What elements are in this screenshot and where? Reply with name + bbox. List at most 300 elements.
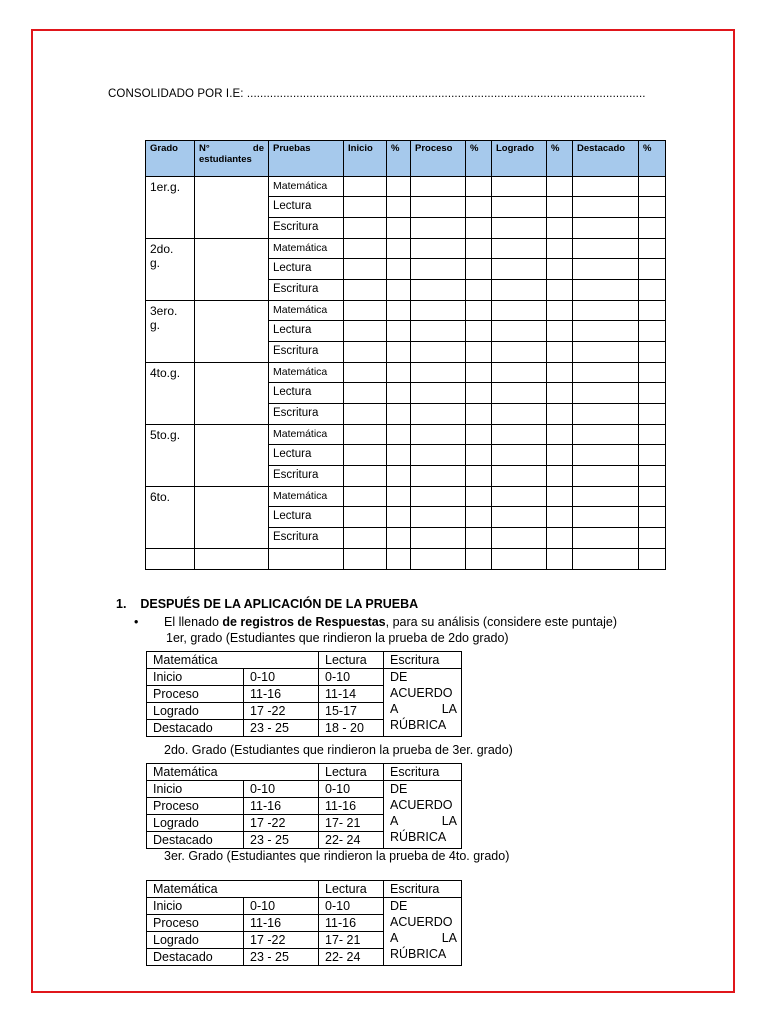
value-cell[interactable] — [466, 404, 492, 425]
value-cell[interactable] — [547, 404, 573, 425]
grade-cell — [146, 363, 195, 425]
value-cell[interactable] — [387, 218, 411, 239]
value-cell[interactable] — [492, 383, 547, 404]
value-cell[interactable] — [573, 528, 639, 549]
value-cell[interactable] — [547, 466, 573, 487]
level-cell: Logrado — [147, 703, 244, 720]
score-row — [147, 669, 462, 686]
blank-row — [146, 549, 666, 570]
value-cell[interactable] — [547, 363, 573, 383]
value-cell[interactable] — [573, 197, 639, 218]
value-cell[interactable] — [387, 528, 411, 549]
header-n: N° — [199, 143, 210, 154]
value-cell[interactable] — [492, 487, 547, 507]
value-cell[interactable] — [492, 466, 547, 487]
math-range-cell: 11-16 — [244, 686, 319, 703]
score-header-escritura: Escritura — [384, 764, 462, 781]
value-cell[interactable] — [573, 218, 639, 239]
value-cell[interactable] — [387, 177, 411, 197]
grade-label: 4to.g. — [150, 366, 181, 380]
value-cell[interactable] — [344, 301, 387, 321]
value-cell[interactable] — [547, 218, 573, 239]
test-name-cell: Matemática — [269, 301, 344, 321]
test-name-cell: Escritura — [269, 342, 344, 363]
score-table-caption: 3er. Grado (Estudiantes que rindieron la prueba de 4to. grado) — [164, 849, 510, 863]
score-header-row — [147, 881, 462, 898]
score-header-escritura: Escritura — [384, 881, 462, 898]
reading-range-cell: 22- 24 — [319, 949, 384, 966]
value-cell[interactable] — [547, 383, 573, 404]
math-range-cell: 11-16 — [244, 798, 319, 815]
test-name-cell: Lectura — [269, 321, 344, 342]
test-name-cell: Lectura — [269, 507, 344, 528]
grade-label: 6to. — [150, 490, 171, 504]
blank-cell[interactable] — [639, 549, 666, 570]
rubric-line: ACUERDO — [390, 798, 453, 812]
rubric-word: A — [390, 702, 399, 716]
value-cell[interactable] — [492, 321, 547, 342]
value-cell[interactable] — [492, 280, 547, 301]
student-count-cell[interactable] — [195, 363, 269, 425]
value-cell[interactable] — [639, 363, 666, 383]
score-header-row — [147, 764, 462, 781]
header-pct-proceso: % — [466, 141, 492, 177]
value-cell[interactable] — [573, 321, 639, 342]
value-cell[interactable] — [411, 528, 466, 549]
value-cell[interactable] — [387, 280, 411, 301]
level-cell: Inicio — [147, 781, 244, 798]
value-cell[interactable] — [573, 177, 639, 197]
level-cell: Inicio — [147, 669, 244, 686]
value-cell[interactable] — [387, 466, 411, 487]
test-name-cell: Lectura — [269, 383, 344, 404]
table-row — [146, 177, 666, 197]
grade-cell — [146, 239, 195, 301]
value-cell[interactable] — [411, 404, 466, 425]
student-count-cell[interactable] — [195, 177, 269, 239]
value-cell[interactable] — [639, 280, 666, 301]
grade-label-cont: g. — [150, 256, 161, 270]
value-cell[interactable] — [344, 218, 387, 239]
rubric-line: RÚBRICA — [390, 718, 447, 732]
rubric-line: DE — [390, 782, 408, 796]
value-cell[interactable] — [344, 383, 387, 404]
student-count-cell[interactable] — [195, 487, 269, 549]
value-cell[interactable] — [492, 507, 547, 528]
reading-range-cell: 22- 24 — [319, 832, 384, 849]
value-cell[interactable] — [344, 466, 387, 487]
value-cell[interactable] — [492, 177, 547, 197]
header-proceso: Proceso — [411, 141, 466, 177]
rubric-word: A — [390, 814, 399, 828]
value-cell[interactable] — [411, 197, 466, 218]
reading-range-cell: 0-10 — [319, 781, 384, 798]
math-range-cell: 17 -22 — [244, 932, 319, 949]
rubric-line — [390, 813, 457, 829]
value-cell[interactable] — [411, 342, 466, 363]
level-cell: Logrado — [147, 932, 244, 949]
value-cell[interactable] — [387, 321, 411, 342]
score-header-matematica: Matemática — [147, 764, 319, 781]
value-cell[interactable] — [639, 466, 666, 487]
value-cell[interactable] — [639, 197, 666, 218]
blank-cell[interactable] — [387, 549, 411, 570]
value-cell[interactable] — [344, 363, 387, 383]
value-cell[interactable] — [466, 259, 492, 280]
value-cell[interactable] — [639, 383, 666, 404]
blank-cell[interactable] — [573, 549, 639, 570]
value-cell[interactable] — [466, 321, 492, 342]
value-cell[interactable] — [466, 177, 492, 197]
rubric-line: DE — [390, 670, 408, 684]
value-cell[interactable] — [492, 363, 547, 383]
value-cell[interactable] — [639, 528, 666, 549]
reading-range-cell: 11-16 — [319, 915, 384, 932]
value-cell[interactable] — [492, 197, 547, 218]
value-cell[interactable] — [466, 301, 492, 321]
test-name-cell: Escritura — [269, 466, 344, 487]
value-cell[interactable] — [573, 445, 639, 466]
value-cell[interactable] — [547, 445, 573, 466]
value-cell[interactable] — [547, 528, 573, 549]
bullet-icon: • — [134, 615, 139, 629]
blank-cell[interactable] — [146, 549, 195, 570]
rubric-word: LA — [441, 702, 457, 716]
value-cell[interactable] — [466, 342, 492, 363]
value-cell[interactable] — [411, 259, 466, 280]
level-cell: Inicio — [147, 898, 244, 915]
value-cell[interactable] — [573, 259, 639, 280]
test-name-cell: Matemática — [269, 177, 344, 197]
level-cell: Destacado — [147, 720, 244, 737]
header-logrado: Logrado — [492, 141, 547, 177]
rubric-line: RÚBRICA — [390, 947, 447, 961]
value-cell[interactable] — [547, 507, 573, 528]
value-cell[interactable] — [466, 218, 492, 239]
value-cell[interactable] — [492, 425, 547, 445]
value-cell[interactable] — [492, 445, 547, 466]
value-cell[interactable] — [639, 177, 666, 197]
value-cell[interactable] — [639, 507, 666, 528]
value-cell[interactable] — [344, 425, 387, 445]
student-count-cell[interactable] — [195, 301, 269, 363]
value-cell[interactable] — [411, 487, 466, 507]
test-name-cell: Matemática — [269, 425, 344, 445]
section-number: 1. — [116, 597, 127, 611]
value-cell[interactable] — [639, 487, 666, 507]
grade-label-cont: g. — [150, 318, 161, 332]
rubric-cell — [384, 781, 462, 849]
value-cell[interactable] — [573, 425, 639, 445]
level-cell: Proceso — [147, 915, 244, 932]
header-grado: Grado — [146, 141, 195, 177]
value-cell[interactable] — [387, 445, 411, 466]
rubric-line: RÚBRICA — [390, 830, 447, 844]
rubric-word: LA — [441, 931, 457, 945]
value-cell[interactable] — [639, 218, 666, 239]
value-cell[interactable] — [387, 487, 411, 507]
grade-cell — [146, 177, 195, 239]
header-de: de — [252, 143, 264, 154]
test-name-cell: Lectura — [269, 445, 344, 466]
consolidado-table — [145, 140, 666, 570]
value-cell[interactable] — [411, 321, 466, 342]
value-cell[interactable] — [387, 383, 411, 404]
rubric-cell — [384, 898, 462, 966]
section-title: DESPUÉS DE LA APLICACIÓN DE LA PRUEBA — [140, 597, 419, 611]
score-header-lectura: Lectura — [319, 652, 384, 669]
value-cell[interactable] — [411, 445, 466, 466]
value-cell[interactable] — [639, 239, 666, 259]
blank-cell[interactable] — [492, 549, 547, 570]
blank-cell[interactable] — [344, 549, 387, 570]
math-range-cell: 0-10 — [244, 781, 319, 798]
blank-cell[interactable] — [547, 549, 573, 570]
value-cell[interactable] — [344, 487, 387, 507]
value-cell[interactable] — [492, 404, 547, 425]
value-cell[interactable] — [466, 445, 492, 466]
value-cell[interactable] — [639, 321, 666, 342]
reading-range-cell: 11-16 — [319, 798, 384, 815]
value-cell[interactable] — [466, 383, 492, 404]
value-cell[interactable] — [573, 342, 639, 363]
value-cell[interactable] — [466, 487, 492, 507]
value-cell[interactable] — [639, 301, 666, 321]
score-table — [146, 880, 462, 966]
level-cell: Logrado — [147, 815, 244, 832]
test-name-cell: Matemática — [269, 239, 344, 259]
value-cell[interactable] — [492, 342, 547, 363]
value-cell[interactable] — [387, 301, 411, 321]
value-cell[interactable] — [547, 301, 573, 321]
value-cell[interactable] — [573, 404, 639, 425]
grade-label: 2do. — [150, 242, 174, 256]
bullet-intro — [134, 615, 617, 629]
rubric-line — [390, 930, 457, 946]
value-cell[interactable] — [547, 487, 573, 507]
math-range-cell: 23 - 25 — [244, 832, 319, 849]
reading-range-cell: 0-10 — [319, 898, 384, 915]
level-cell: Proceso — [147, 798, 244, 815]
value-cell[interactable] — [344, 445, 387, 466]
value-cell[interactable] — [639, 342, 666, 363]
score-row — [147, 781, 462, 798]
rubric-line: ACUERDO — [390, 915, 453, 929]
table-row — [146, 301, 666, 321]
value-cell[interactable] — [344, 321, 387, 342]
rubric-cell — [384, 669, 462, 737]
value-cell[interactable] — [387, 363, 411, 383]
score-header-matematica: Matemática — [147, 881, 319, 898]
value-cell[interactable] — [411, 218, 466, 239]
score-row — [147, 898, 462, 915]
test-name-cell: Matemática — [269, 363, 344, 383]
score-table-caption: 1er, grado (Estudiantes que rindieron la prueba de 2do grado) — [166, 631, 509, 645]
rubric-line — [390, 701, 457, 717]
grade-label: 1er.g. — [150, 180, 181, 194]
header-destacado: Destacado — [573, 141, 639, 177]
value-cell[interactable] — [411, 466, 466, 487]
blank-cell[interactable] — [466, 549, 492, 570]
score-table — [146, 763, 462, 849]
value-cell[interactable] — [411, 507, 466, 528]
value-cell[interactable] — [547, 342, 573, 363]
value-cell[interactable] — [387, 197, 411, 218]
value-cell[interactable] — [573, 487, 639, 507]
value-cell[interactable] — [573, 301, 639, 321]
test-name-cell: Escritura — [269, 218, 344, 239]
header-pruebas: Pruebas — [269, 141, 344, 177]
score-header-lectura: Lectura — [319, 764, 384, 781]
header-pct-inicio: % — [387, 141, 411, 177]
test-name-cell: Escritura — [269, 280, 344, 301]
table-row — [146, 363, 666, 383]
score-table-caption: 2do. Grado (Estudiantes que rindieron la prueba de 3er. grado) — [164, 743, 513, 757]
value-cell[interactable] — [411, 425, 466, 445]
value-cell[interactable] — [387, 507, 411, 528]
grade-label: 3ero. — [150, 304, 178, 318]
value-cell[interactable] — [547, 280, 573, 301]
value-cell[interactable] — [387, 259, 411, 280]
student-count-cell[interactable] — [195, 425, 269, 487]
rubric-word: A — [390, 931, 399, 945]
value-cell[interactable] — [411, 383, 466, 404]
value-cell[interactable] — [639, 404, 666, 425]
value-cell[interactable] — [466, 239, 492, 259]
math-range-cell: 0-10 — [244, 898, 319, 915]
value-cell[interactable] — [411, 280, 466, 301]
value-cell[interactable] — [411, 301, 466, 321]
math-range-cell: 17 -22 — [244, 815, 319, 832]
value-cell[interactable] — [411, 239, 466, 259]
value-cell[interactable] — [573, 363, 639, 383]
header-estudiantes: estudiantes — [199, 154, 252, 165]
value-cell[interactable] — [344, 259, 387, 280]
value-cell[interactable] — [547, 321, 573, 342]
grade-cell — [146, 301, 195, 363]
value-cell[interactable] — [547, 425, 573, 445]
reading-range-cell: 17- 21 — [319, 815, 384, 832]
score-header-row — [147, 652, 462, 669]
table-body — [146, 177, 666, 570]
math-range-cell: 17 -22 — [244, 703, 319, 720]
value-cell[interactable] — [344, 239, 387, 259]
reading-range-cell: 15-17 — [319, 703, 384, 720]
test-name-cell: Escritura — [269, 528, 344, 549]
value-cell[interactable] — [573, 507, 639, 528]
math-range-cell: 11-16 — [244, 915, 319, 932]
level-cell: Destacado — [147, 832, 244, 849]
math-range-cell: 23 - 25 — [244, 720, 319, 737]
grade-label: 5to.g. — [150, 428, 181, 442]
header-inicio: Inicio — [344, 141, 387, 177]
value-cell[interactable] — [466, 466, 492, 487]
blank-cell[interactable] — [195, 549, 269, 570]
value-cell[interactable] — [573, 466, 639, 487]
score-header-escritura: Escritura — [384, 652, 462, 669]
value-cell[interactable] — [344, 528, 387, 549]
value-cell[interactable] — [639, 425, 666, 445]
value-cell[interactable] — [492, 259, 547, 280]
header-pct-destacado: % — [639, 141, 666, 177]
test-name-cell: Lectura — [269, 259, 344, 280]
value-cell[interactable] — [492, 301, 547, 321]
score-header-matematica: Matemática — [147, 652, 319, 669]
value-cell[interactable] — [492, 239, 547, 259]
value-cell[interactable] — [411, 177, 466, 197]
value-cell[interactable] — [344, 342, 387, 363]
intro-post: , para su análisis (considere este puntaje) — [385, 615, 618, 629]
value-cell[interactable] — [344, 280, 387, 301]
consolidado-title: CONSOLIDADO POR I.E: ......................................................................................................................... — [108, 88, 646, 100]
intro-pre: El llenado — [164, 615, 223, 629]
value-cell[interactable] — [573, 280, 639, 301]
table-header-row — [146, 141, 666, 177]
value-cell[interactable] — [466, 507, 492, 528]
value-cell[interactable] — [547, 177, 573, 197]
score-table — [146, 651, 462, 737]
table-row — [146, 239, 666, 259]
reading-range-cell: 17- 21 — [319, 932, 384, 949]
value-cell[interactable] — [573, 383, 639, 404]
table-row — [146, 425, 666, 445]
blank-cell[interactable] — [411, 549, 466, 570]
math-range-cell: 0-10 — [244, 669, 319, 686]
test-name-cell: Escritura — [269, 404, 344, 425]
value-cell[interactable] — [466, 528, 492, 549]
value-cell[interactable] — [466, 363, 492, 383]
rubric-line: ACUERDO — [390, 686, 453, 700]
value-cell[interactable] — [547, 197, 573, 218]
reading-range-cell: 0-10 — [319, 669, 384, 686]
value-cell[interactable] — [492, 528, 547, 549]
reading-range-cell: 11-14 — [319, 686, 384, 703]
value-cell[interactable] — [344, 197, 387, 218]
value-cell[interactable] — [466, 425, 492, 445]
value-cell[interactable] — [387, 239, 411, 259]
grade-cell — [146, 425, 195, 487]
score-header-lectura: Lectura — [319, 881, 384, 898]
value-cell[interactable] — [466, 197, 492, 218]
value-cell[interactable] — [344, 507, 387, 528]
value-cell[interactable] — [573, 239, 639, 259]
value-cell[interactable] — [344, 404, 387, 425]
value-cell[interactable] — [547, 239, 573, 259]
rubric-word: LA — [441, 814, 457, 828]
value-cell[interactable] — [387, 342, 411, 363]
test-name-cell: Matemática — [269, 487, 344, 507]
section-heading — [116, 597, 418, 611]
reading-range-cell: 18 - 20 — [319, 720, 384, 737]
student-count-cell[interactable] — [195, 239, 269, 301]
header-pct-logrado: % — [547, 141, 573, 177]
level-cell: Proceso — [147, 686, 244, 703]
value-cell[interactable] — [466, 280, 492, 301]
value-cell[interactable] — [639, 445, 666, 466]
value-cell[interactable] — [387, 404, 411, 425]
grade-cell — [146, 487, 195, 549]
rubric-line: DE — [390, 899, 408, 913]
value-cell[interactable] — [387, 425, 411, 445]
blank-cell[interactable] — [269, 549, 344, 570]
value-cell[interactable] — [639, 259, 666, 280]
value-cell[interactable] — [547, 259, 573, 280]
value-cell[interactable] — [492, 218, 547, 239]
header-n-estudiantes — [195, 141, 269, 177]
table-row — [146, 487, 666, 507]
value-cell[interactable] — [411, 363, 466, 383]
value-cell[interactable] — [344, 177, 387, 197]
